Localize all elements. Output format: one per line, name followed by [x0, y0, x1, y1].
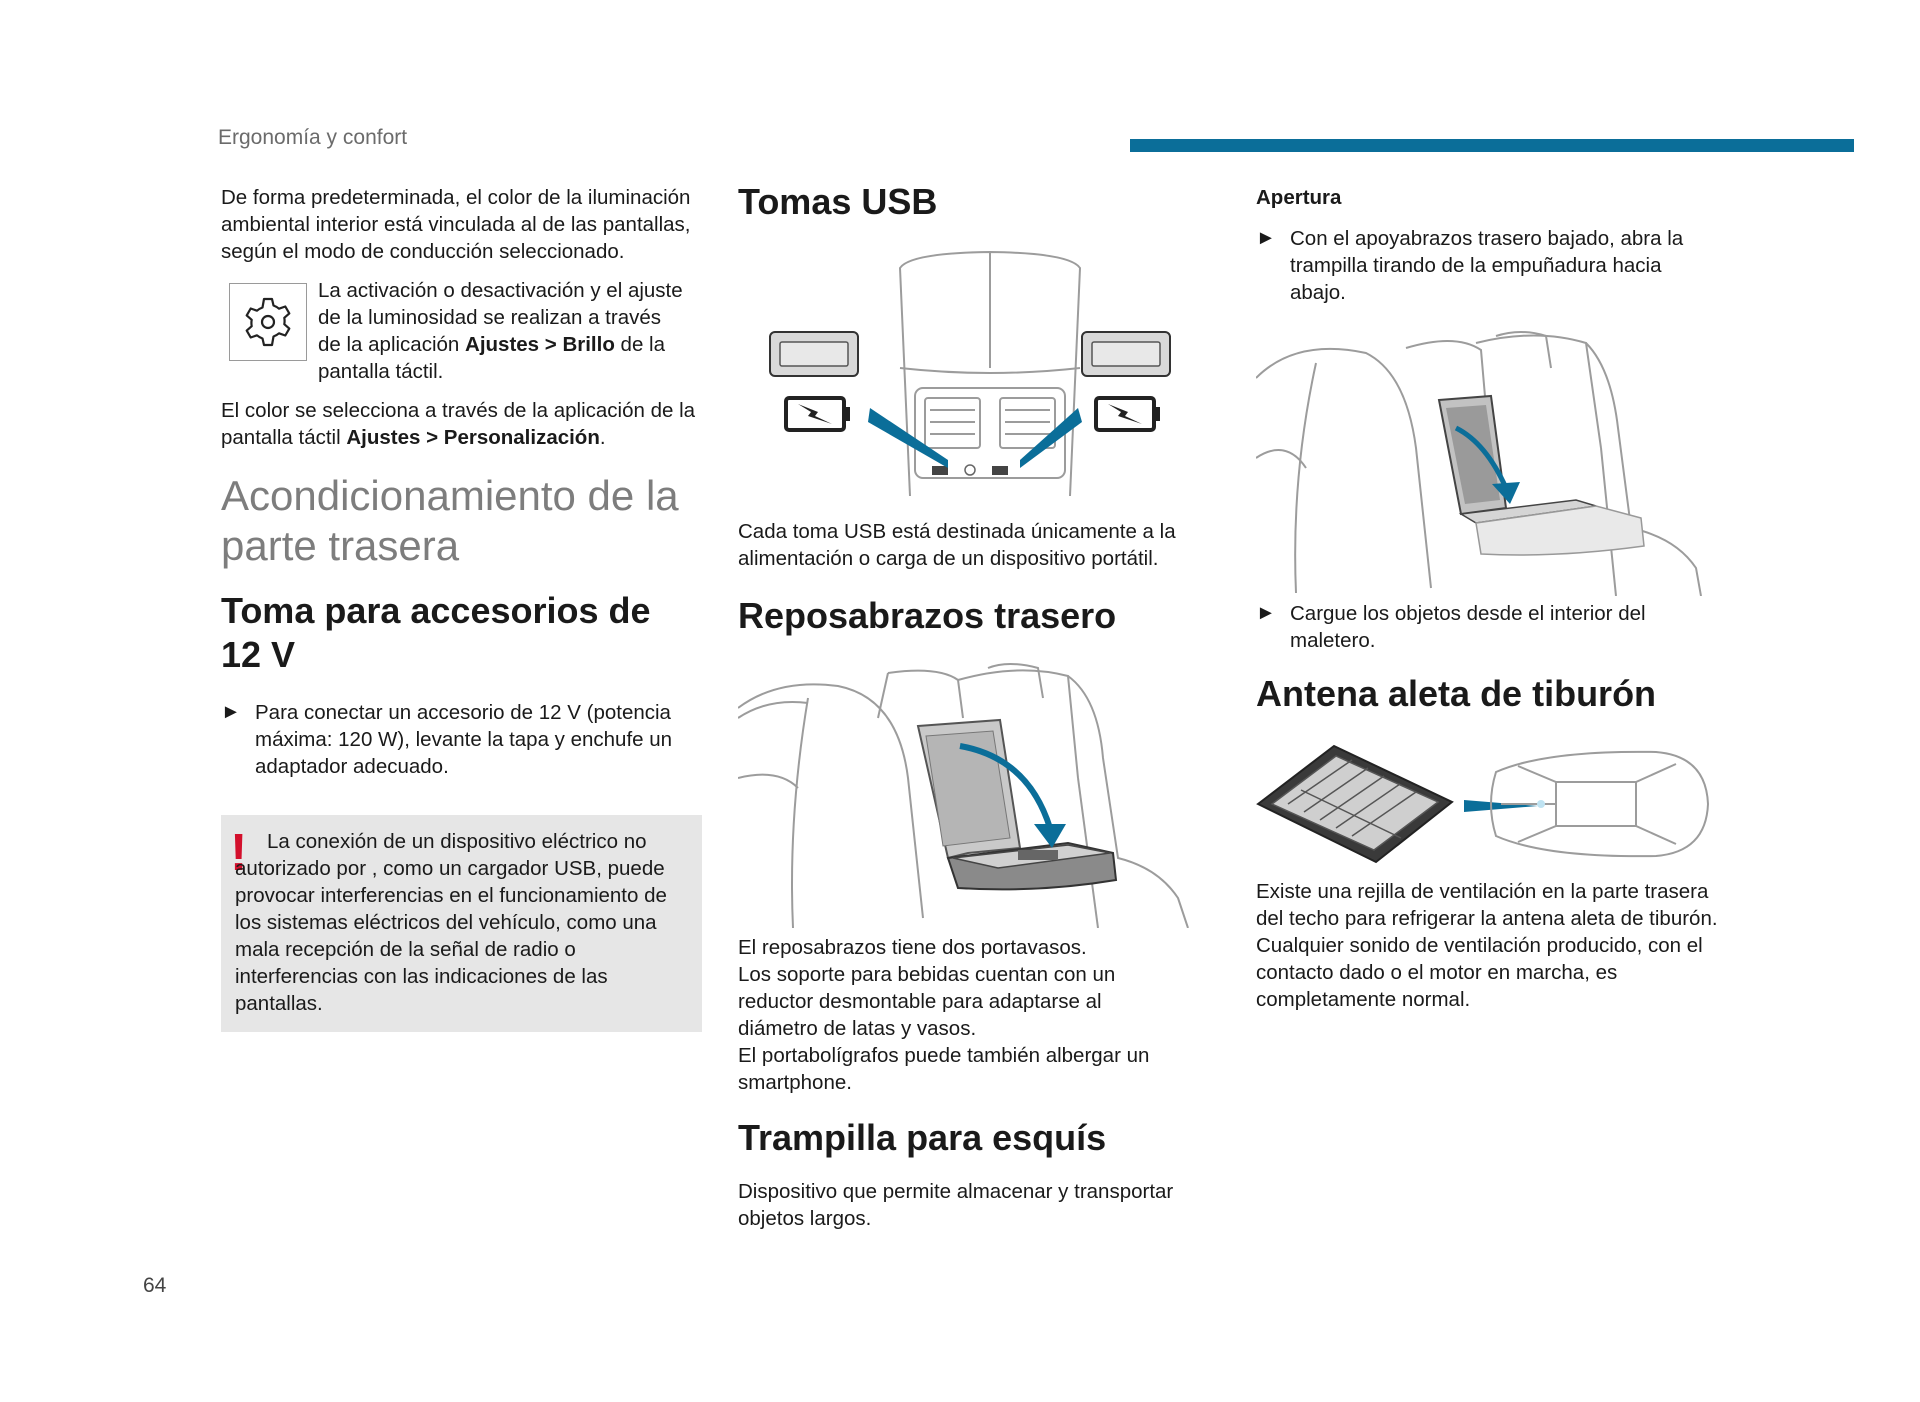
usb-illustration: [760, 248, 1180, 506]
accessory-title: Toma para accesorios de 12 V: [221, 590, 651, 675]
settings-note-bold2: Brillo: [562, 333, 615, 356]
armrest-illustration: [738, 658, 1198, 928]
column-2-bottom: [738, 934, 1218, 1232]
charging-battery-icon: [786, 398, 1160, 430]
warning-text: La conexión de un dispositivo eléctrico no autorizado por , como un cargador USB, puede provocar interferencias en el funcionamiento de los sistemas eléctricos del vehículo, como una mala recepción de la señal de radio o interferencias con las indicaciones de las pantallas.: [235, 830, 667, 1015]
bullet-arrow-icon: ►: [1256, 227, 1276, 249]
column-3-lower: [1256, 600, 1736, 716]
ski-hatch-illustration: [1256, 328, 1716, 596]
color-note: [221, 397, 701, 451]
color-note-bold: Ajustes > Personalización: [346, 426, 600, 449]
warning-mark-icon: !: [230, 824, 248, 882]
settings-note-text: [318, 277, 688, 385]
column-2-lower: [738, 518, 1218, 638]
armrest-title: Reposabrazos trasero: [738, 595, 1117, 636]
antenna-line-2: Cualquier sonido de ventilación producido, con el contacto dado o el motor en marcha, es completamente normal.: [1256, 934, 1703, 1011]
apertura-title: Apertura: [1256, 186, 1342, 209]
apertura-bullet-1: [1256, 225, 1722, 306]
accessory-bullet: [221, 699, 691, 780]
antenna-illustration: [1256, 742, 1716, 867]
armrest-line-1: El reposabrazos tiene dos portavasos.: [738, 936, 1087, 959]
settings-note-text-before: La activación o desactivación y el ajuste de la luminosidad se realizan a través de la aplicación: [318, 279, 683, 356]
intro-paragraph: De forma predeterminada, el color de la iluminación ambiental interior está vinculada al de las pantallas, según el modo de conducción seleccionado.: [221, 186, 691, 263]
column-1: [221, 184, 701, 780]
bullet-arrow-icon: ►: [1256, 602, 1276, 624]
bullet-arrow-icon: ►: [221, 701, 241, 723]
antenna-title: Antena aleta de tiburón: [1256, 673, 1657, 714]
color-note-text-before: El color se selecciona a través de la aplicación de la pantalla táctil: [221, 399, 696, 449]
column-3: [1256, 184, 1736, 306]
section-label: Ergonomía y confort: [218, 126, 408, 149]
column-3-bottom: [1256, 878, 1736, 1013]
usb-text: Cada toma USB está destinada únicamente a la alimentación o carga de un dispositivo portátil.: [738, 520, 1176, 570]
usb-title: Tomas USB: [738, 181, 938, 222]
armrest-line-3: El portabolígrafos puede también albergar un smartphone.: [738, 1044, 1150, 1094]
accessory-bullet-text: Para conectar un accesorio de 12 V (potencia máxima: 120 W), levante la tapa y enchufe un adaptador adecuado.: [255, 701, 673, 778]
apertura-bullet-2-text: Cargue los objetos desde el interior del maletero.: [1290, 602, 1646, 652]
settings-note-text-after: de la pantalla táctil.: [318, 333, 666, 383]
settings-note: [221, 277, 701, 385]
page-number: 64: [143, 1274, 167, 1297]
armrest-line-2: Los soporte para bebidas cuentan con un reductor desmontable para adaptarse al diámetro de latas y vasos.: [738, 963, 1116, 1040]
ski-text: Dispositivo que permite almacenar y transportar objetos largos.: [738, 1180, 1174, 1230]
ski-title: Trampilla para esquís: [738, 1117, 1107, 1158]
section-title: Acondicionamiento de la parte trasera: [221, 472, 679, 569]
antenna-line-1: Existe una rejilla de ventilación en la parte trasera del techo para refrigerar la antena aleta de tiburón.: [1256, 880, 1718, 930]
apertura-bullet-2: [1256, 600, 1722, 654]
apertura-bullet-1-text: Con el apoyabrazos trasero bajado, abra la trampilla tirando de la empuñadura hacia abajo.: [1290, 227, 1684, 304]
warning-box: [221, 815, 702, 1032]
column-2: [738, 180, 1218, 224]
settings-note-bold1: Ajustes >: [465, 333, 557, 356]
section-accent-bar: [1130, 139, 1854, 152]
color-note-text-after: .: [599, 426, 606, 449]
settings-gear-icon: [229, 283, 307, 361]
